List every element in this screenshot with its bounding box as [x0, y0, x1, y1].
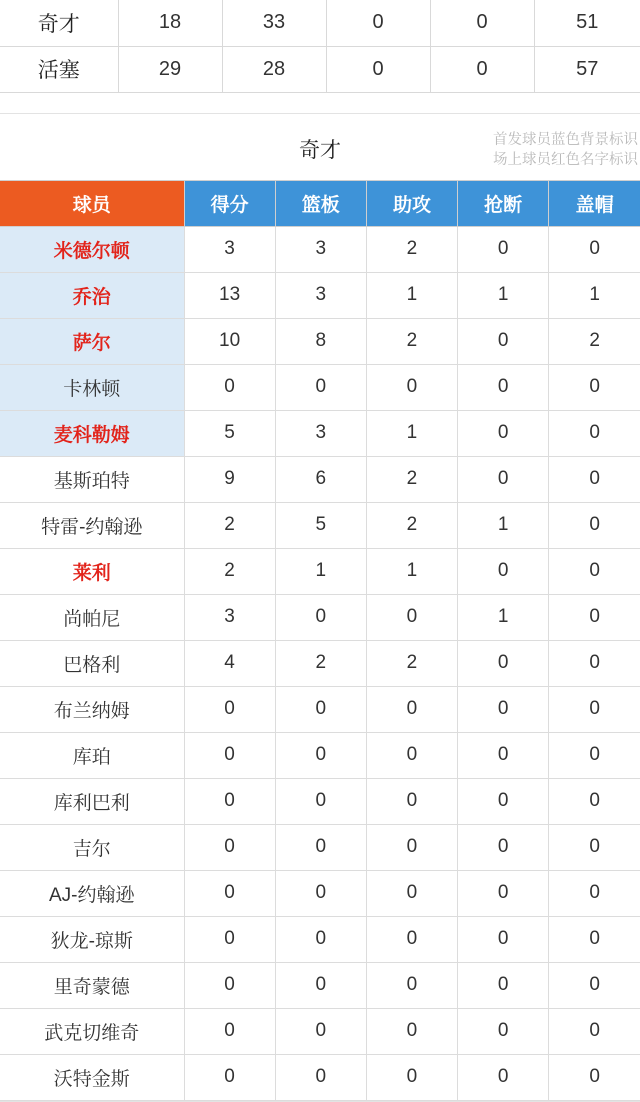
stat-cell: 2 — [366, 640, 457, 686]
legend-line-oncourt: 场上球员红色名字标识 — [493, 151, 638, 168]
quarter-score-body — [0, 0, 640, 92]
stat-cell: 0 — [458, 778, 549, 824]
stat-cell: 3 — [184, 594, 275, 640]
stat-cell: 2 — [366, 318, 457, 364]
table-row — [0, 456, 640, 502]
stat-cell: 3 — [275, 410, 366, 456]
stat-cell: 0 — [549, 778, 640, 824]
player-name-cell: 狄龙-琼斯 — [0, 916, 184, 962]
stat-cell: 0 — [458, 870, 549, 916]
stat-cell: 0 — [458, 318, 549, 364]
stat-cell: 0 — [549, 962, 640, 1008]
stat-cell: 2 — [549, 318, 640, 364]
legend-line-starter: 首发球员蓝色背景标识 — [493, 131, 638, 148]
player-name-cell: 尚帕尼 — [0, 594, 184, 640]
table-row — [0, 870, 640, 916]
stat-cell: 0 — [184, 686, 275, 732]
stat-cell: 0 — [275, 1054, 366, 1100]
stat-cell: 0 — [549, 1054, 640, 1100]
stat-cell: 0 — [458, 686, 549, 732]
stat-cell: 0 — [275, 686, 366, 732]
stat-cell: 3 — [275, 226, 366, 272]
box-score-table — [0, 180, 640, 1101]
stat-cell: 1 — [275, 548, 366, 594]
stat-cell: 0 — [366, 962, 457, 1008]
stat-cell: 0 — [366, 594, 457, 640]
section-divider — [0, 93, 640, 113]
player-name-cell: 特雷-约翰逊 — [0, 502, 184, 548]
player-name-cell: 布兰纳姆 — [0, 686, 184, 732]
stat-cell: 0 — [458, 640, 549, 686]
table-row — [0, 364, 640, 410]
player-name-cell: 吉尔 — [0, 824, 184, 870]
table-row — [0, 226, 640, 272]
box-score-title: 奇才 — [299, 138, 341, 162]
table-row — [0, 548, 640, 594]
stat-cell: 0 — [184, 732, 275, 778]
stat-cell: 0 — [549, 732, 640, 778]
table-row — [0, 318, 640, 364]
box-score-header — [0, 122, 640, 180]
stat-cell: 3 — [275, 272, 366, 318]
player-name-cell: AJ-约翰逊 — [0, 870, 184, 916]
stat-cell: 0 — [458, 962, 549, 1008]
stat-cell: 0 — [549, 594, 640, 640]
stat-cell: 8 — [275, 318, 366, 364]
stat-cell: 1 — [458, 272, 549, 318]
total-score-cell: 51 — [534, 0, 640, 46]
stat-cell: 0 — [549, 548, 640, 594]
stat-cell: 0 — [275, 594, 366, 640]
quarter-score-table — [0, 0, 640, 93]
stat-cell: 0 — [549, 502, 640, 548]
quarter-score-cell: 33 — [222, 0, 326, 46]
stat-cell: 0 — [549, 916, 640, 962]
stat-cell: 0 — [458, 1008, 549, 1054]
stat-cell: 1 — [549, 272, 640, 318]
table-row — [0, 824, 640, 870]
stat-cell: 5 — [184, 410, 275, 456]
stat-cell: 1 — [366, 410, 457, 456]
player-name-cell: 莱利 — [0, 548, 184, 594]
stat-cell: 13 — [184, 272, 275, 318]
quarter-score-cell: 18 — [118, 0, 222, 46]
table-row — [0, 732, 640, 778]
stat-cell: 1 — [458, 502, 549, 548]
player-name-cell: 沃特金斯 — [0, 1054, 184, 1100]
box-score-body — [0, 226, 640, 1100]
stat-cell: 0 — [458, 226, 549, 272]
player-name-cell: 基斯珀特 — [0, 456, 184, 502]
stat-cell: 0 — [549, 1008, 640, 1054]
player-name-cell: 麦科勒姆 — [0, 410, 184, 456]
table-row — [0, 640, 640, 686]
stat-cell: 0 — [275, 916, 366, 962]
stat-cell: 0 — [458, 824, 549, 870]
quarter-score-cell: 0 — [430, 0, 534, 46]
stat-cell: 0 — [458, 410, 549, 456]
player-name-cell: 米德尔顿 — [0, 226, 184, 272]
stat-cell: 0 — [549, 686, 640, 732]
stat-cell: 0 — [275, 732, 366, 778]
stat-cell: 0 — [458, 732, 549, 778]
total-score-cell: 57 — [534, 46, 640, 92]
table-row — [0, 1054, 640, 1100]
player-name-cell: 萨尔 — [0, 318, 184, 364]
table-row — [0, 686, 640, 732]
stat-cell: 2 — [184, 548, 275, 594]
stat-cell: 0 — [366, 686, 457, 732]
stat-cell: 4 — [184, 640, 275, 686]
player-name-cell: 里奇蒙德 — [0, 962, 184, 1008]
stat-cell: 1 — [458, 594, 549, 640]
table-row — [0, 502, 640, 548]
stat-cell: 0 — [184, 824, 275, 870]
stat-cell: 0 — [458, 916, 549, 962]
stat-cell: 0 — [549, 824, 640, 870]
column-header-stat: 抢断 — [458, 180, 549, 226]
player-name-cell: 武克切维奇 — [0, 1008, 184, 1054]
player-name-cell: 乔治 — [0, 272, 184, 318]
stat-cell: 0 — [549, 640, 640, 686]
quarter-score-cell: 28 — [222, 46, 326, 92]
box-score-head — [0, 180, 640, 226]
column-header-stat: 助攻 — [366, 180, 457, 226]
stat-cell: 0 — [275, 962, 366, 1008]
quarter-score-cell: 29 — [118, 46, 222, 92]
stat-cell: 0 — [184, 778, 275, 824]
column-header-stat: 得分 — [184, 180, 275, 226]
team-name-cell: 活塞 — [0, 46, 118, 92]
stat-cell: 0 — [366, 870, 457, 916]
stat-cell: 2 — [366, 456, 457, 502]
table-row — [0, 962, 640, 1008]
stat-cell: 10 — [184, 318, 275, 364]
stat-cell: 0 — [549, 410, 640, 456]
player-name-cell: 库利巴利 — [0, 778, 184, 824]
column-header-stat: 盖帽 — [549, 180, 640, 226]
stat-cell: 0 — [275, 1008, 366, 1054]
stat-cell: 0 — [549, 870, 640, 916]
box-score-block — [0, 113, 640, 1102]
stat-cell: 0 — [458, 456, 549, 502]
table-row — [0, 46, 640, 92]
box-score-header-row — [0, 180, 640, 226]
box-score-legend — [493, 130, 638, 170]
quarter-score-cell: 0 — [430, 46, 534, 92]
stat-cell: 0 — [184, 1008, 275, 1054]
stat-cell: 0 — [366, 824, 457, 870]
table-row — [0, 778, 640, 824]
table-row — [0, 916, 640, 962]
stat-cell: 0 — [366, 1054, 457, 1100]
stat-cell: 5 — [275, 502, 366, 548]
stat-cell: 6 — [275, 456, 366, 502]
table-row — [0, 594, 640, 640]
table-row — [0, 1008, 640, 1054]
column-header-player: 球员 — [0, 180, 184, 226]
stat-cell: 0 — [275, 870, 366, 916]
stat-cell: 0 — [275, 824, 366, 870]
column-header-stat: 篮板 — [275, 180, 366, 226]
stat-cell: 0 — [366, 916, 457, 962]
stat-cell: 1 — [366, 272, 457, 318]
stat-cell: 0 — [549, 364, 640, 410]
team-name-cell: 奇才 — [0, 0, 118, 46]
stat-cell: 0 — [366, 732, 457, 778]
stat-cell: 0 — [549, 226, 640, 272]
table-row — [0, 272, 640, 318]
stat-cell: 2 — [366, 502, 457, 548]
stat-cell: 0 — [458, 548, 549, 594]
stat-cell: 0 — [184, 962, 275, 1008]
player-name-cell: 卡林顿 — [0, 364, 184, 410]
stat-cell: 9 — [184, 456, 275, 502]
stat-cell: 0 — [458, 1054, 549, 1100]
player-name-cell: 巴格利 — [0, 640, 184, 686]
stat-cell: 0 — [184, 364, 275, 410]
quarter-score-cell: 0 — [326, 0, 430, 46]
stat-cell: 0 — [275, 364, 366, 410]
stat-cell: 0 — [184, 870, 275, 916]
stat-cell: 2 — [366, 226, 457, 272]
stat-cell: 0 — [275, 778, 366, 824]
stat-cell: 0 — [366, 364, 457, 410]
stat-cell: 0 — [549, 456, 640, 502]
stat-cell: 0 — [366, 1008, 457, 1054]
table-row — [0, 0, 640, 46]
stat-cell: 3 — [184, 226, 275, 272]
stat-cell: 2 — [275, 640, 366, 686]
quarter-score-cell: 0 — [326, 46, 430, 92]
table-row — [0, 410, 640, 456]
stat-cell: 0 — [184, 916, 275, 962]
player-name-cell: 库珀 — [0, 732, 184, 778]
stat-cell: 0 — [366, 778, 457, 824]
stat-cell: 0 — [458, 364, 549, 410]
stat-cell: 2 — [184, 502, 275, 548]
stat-cell: 1 — [366, 548, 457, 594]
stat-cell: 0 — [184, 1054, 275, 1100]
